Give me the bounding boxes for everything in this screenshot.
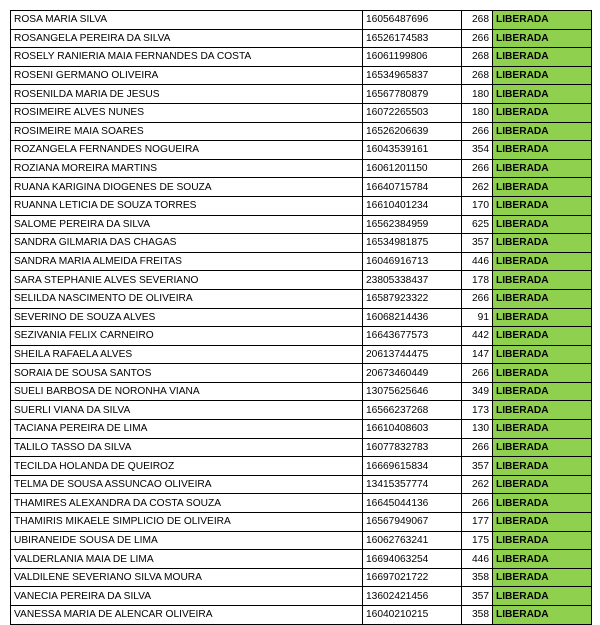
- status-cell[interactable]: LIBERADA: [493, 252, 592, 271]
- name-cell[interactable]: VANECIA PEREIRA DA SILVA: [11, 587, 363, 606]
- status-cell[interactable]: LIBERADA: [493, 48, 592, 67]
- name-cell[interactable]: TACIANA PEREIRA DE LIMA: [11, 420, 363, 439]
- status-cell[interactable]: LIBERADA: [493, 345, 592, 364]
- code-cell[interactable]: 16061201150: [363, 159, 462, 178]
- table-row: [11, 122, 592, 141]
- status-cell[interactable]: LIBERADA: [493, 475, 592, 494]
- table-row: [11, 587, 592, 606]
- table-row: [11, 531, 592, 550]
- code-cell[interactable]: 16567949067: [363, 513, 462, 532]
- code-cell[interactable]: 16566237268: [363, 401, 462, 420]
- table-row: [11, 159, 592, 178]
- status-cell[interactable]: LIBERADA: [493, 364, 592, 383]
- table-row: [11, 196, 592, 215]
- table-row: [11, 308, 592, 327]
- code-cell[interactable]: 16640715784: [363, 178, 462, 197]
- code-cell[interactable]: 13415357774: [363, 475, 462, 494]
- table-row: [11, 252, 592, 271]
- number-cell[interactable]: 268: [462, 66, 493, 85]
- status-cell[interactable]: LIBERADA: [493, 531, 592, 550]
- number-cell[interactable]: 625: [462, 215, 493, 234]
- number-cell[interactable]: 178: [462, 271, 493, 290]
- table-row: [11, 438, 592, 457]
- name-cell[interactable]: SALOME PEREIRA DA SILVA: [11, 215, 363, 234]
- number-cell[interactable]: 262: [462, 475, 493, 494]
- table-row: [11, 513, 592, 532]
- table-row: [11, 103, 592, 122]
- status-cell[interactable]: LIBERADA: [493, 606, 592, 625]
- code-cell[interactable]: 16610408603: [363, 420, 462, 439]
- code-cell[interactable]: 16697021722: [363, 568, 462, 587]
- code-cell[interactable]: 16043539161: [363, 141, 462, 160]
- table-row: [11, 215, 592, 234]
- code-cell[interactable]: 16040210215: [363, 606, 462, 625]
- number-cell[interactable]: 266: [462, 122, 493, 141]
- number-cell[interactable]: 91: [462, 308, 493, 327]
- status-cell[interactable]: LIBERADA: [493, 457, 592, 476]
- code-cell[interactable]: 16526174583: [363, 29, 462, 48]
- status-cell[interactable]: LIBERADA: [493, 85, 592, 104]
- status-cell[interactable]: LIBERADA: [493, 178, 592, 197]
- table-row: [11, 271, 592, 290]
- name-cell[interactable]: SANDRA MARIA ALMEIDA FREITAS: [11, 252, 363, 271]
- number-cell[interactable]: 180: [462, 85, 493, 104]
- code-cell[interactable]: 16534981875: [363, 234, 462, 253]
- code-cell[interactable]: 16610401234: [363, 196, 462, 215]
- name-cell[interactable]: RUANNA LETICIA DE SOUZA TORRES: [11, 196, 363, 215]
- table-row: [11, 327, 592, 346]
- table-row: [11, 475, 592, 494]
- status-cell[interactable]: LIBERADA: [493, 494, 592, 513]
- table-row: [11, 420, 592, 439]
- name-cell[interactable]: ROZIANA MOREIRA MARTINS: [11, 159, 363, 178]
- name-cell[interactable]: SEZIVANIA FELIX CARNEIRO: [11, 327, 363, 346]
- status-cell[interactable]: LIBERADA: [493, 29, 592, 48]
- code-cell[interactable]: 16068214436: [363, 308, 462, 327]
- table-row: [11, 85, 592, 104]
- spreadsheet-body: [11, 11, 592, 625]
- status-cell[interactable]: LIBERADA: [493, 382, 592, 401]
- number-cell[interactable]: 266: [462, 289, 493, 308]
- code-cell[interactable]: 16526206639: [363, 122, 462, 141]
- number-cell[interactable]: 268: [462, 48, 493, 67]
- status-cell[interactable]: LIBERADA: [493, 271, 592, 290]
- table-row: [11, 29, 592, 48]
- code-cell[interactable]: 16062763241: [363, 531, 462, 550]
- name-cell[interactable]: ROSIMEIRE ALVES NUNES: [11, 103, 363, 122]
- name-cell[interactable]: SEVERINO DE SOUZA ALVES: [11, 308, 363, 327]
- number-cell[interactable]: 357: [462, 234, 493, 253]
- number-cell[interactable]: 266: [462, 438, 493, 457]
- table-row: [11, 234, 592, 253]
- table-row: [11, 494, 592, 513]
- number-cell[interactable]: 357: [462, 587, 493, 606]
- code-cell[interactable]: 16072265503: [363, 103, 462, 122]
- number-cell[interactable]: 175: [462, 531, 493, 550]
- name-cell[interactable]: SUELI BARBOSA DE NORONHA VIANA: [11, 382, 363, 401]
- table-row: [11, 11, 592, 30]
- table-row: [11, 606, 592, 625]
- number-cell[interactable]: 446: [462, 550, 493, 569]
- code-cell[interactable]: 16643677573: [363, 327, 462, 346]
- status-cell[interactable]: LIBERADA: [493, 159, 592, 178]
- number-cell[interactable]: 268: [462, 11, 493, 30]
- name-cell[interactable]: SELILDA NASCIMENTO DE OLIVEIRA: [11, 289, 363, 308]
- name-cell[interactable]: TELMA DE SOUSA ASSUNCAO OLIVEIRA: [11, 475, 363, 494]
- name-cell[interactable]: SORAIA DE SOUSA SANTOS: [11, 364, 363, 383]
- code-cell[interactable]: 16587923322: [363, 289, 462, 308]
- code-cell[interactable]: 23805338437: [363, 271, 462, 290]
- table-row: [11, 457, 592, 476]
- table-row: [11, 345, 592, 364]
- number-cell[interactable]: 358: [462, 568, 493, 587]
- table-row: [11, 141, 592, 160]
- number-cell[interactable]: 354: [462, 141, 493, 160]
- table-row: [11, 550, 592, 569]
- name-cell[interactable]: THAMIRES ALEXANDRA DA COSTA SOUZA: [11, 494, 363, 513]
- status-cell[interactable]: LIBERADA: [493, 308, 592, 327]
- number-cell[interactable]: 130: [462, 420, 493, 439]
- name-cell[interactable]: ROSENI GERMANO OLIVEIRA: [11, 66, 363, 85]
- code-cell[interactable]: 16669615834: [363, 457, 462, 476]
- status-cell[interactable]: LIBERADA: [493, 196, 592, 215]
- name-cell[interactable]: ROSIMEIRE MAIA SOARES: [11, 122, 363, 141]
- table-row: [11, 401, 592, 420]
- table-row: [11, 382, 592, 401]
- code-cell[interactable]: 16056487696: [363, 11, 462, 30]
- name-cell[interactable]: ROSELY RANIERIA MAIA FERNANDES DA COSTA: [11, 48, 363, 67]
- table-row: [11, 364, 592, 383]
- spreadsheet-table: [10, 10, 592, 625]
- code-cell[interactable]: 16694063254: [363, 550, 462, 569]
- name-cell[interactable]: THAMIRIS MIKAELE SIMPLICIO DE OLIVEIRA: [11, 513, 363, 532]
- code-cell[interactable]: 16077832783: [363, 438, 462, 457]
- number-cell[interactable]: 349: [462, 382, 493, 401]
- name-cell[interactable]: ROSA MARIA SILVA: [11, 11, 363, 30]
- status-cell[interactable]: LIBERADA: [493, 587, 592, 606]
- table-row: [11, 48, 592, 67]
- code-cell[interactable]: 16534965837: [363, 66, 462, 85]
- name-cell[interactable]: SHEILA RAFAELA ALVES: [11, 345, 363, 364]
- name-cell[interactable]: TALILO TASSO DA SILVA: [11, 438, 363, 457]
- table-row: [11, 178, 592, 197]
- status-cell[interactable]: LIBERADA: [493, 513, 592, 532]
- table-row: [11, 568, 592, 587]
- code-cell[interactable]: 16645044136: [363, 494, 462, 513]
- name-cell[interactable]: ROSANGELA PEREIRA DA SILVA: [11, 29, 363, 48]
- number-cell[interactable]: 262: [462, 178, 493, 197]
- name-cell[interactable]: SUERLI VIANA DA SILVA: [11, 401, 363, 420]
- status-cell[interactable]: LIBERADA: [493, 215, 592, 234]
- code-cell[interactable]: 16567780879: [363, 85, 462, 104]
- number-cell[interactable]: 147: [462, 345, 493, 364]
- status-cell[interactable]: LIBERADA: [493, 141, 592, 160]
- number-cell[interactable]: 358: [462, 606, 493, 625]
- name-cell[interactable]: RUANA KARIGINA DIOGENES DE SOUZA: [11, 178, 363, 197]
- number-cell[interactable]: 266: [462, 159, 493, 178]
- status-cell[interactable]: LIBERADA: [493, 11, 592, 30]
- table-row: [11, 66, 592, 85]
- code-cell[interactable]: 16046916713: [363, 252, 462, 271]
- number-cell[interactable]: 266: [462, 364, 493, 383]
- name-cell[interactable]: VALDILENE SEVERIANO SILVA MOURA: [11, 568, 363, 587]
- name-cell[interactable]: ROSENILDA MARIA DE JESUS: [11, 85, 363, 104]
- code-cell[interactable]: 20613744475: [363, 345, 462, 364]
- number-cell[interactable]: 173: [462, 401, 493, 420]
- table-row: [11, 289, 592, 308]
- number-cell[interactable]: 357: [462, 457, 493, 476]
- number-cell[interactable]: 266: [462, 494, 493, 513]
- code-cell[interactable]: 13602421456: [363, 587, 462, 606]
- name-cell[interactable]: SANDRA GILMARIA DAS CHAGAS: [11, 234, 363, 253]
- name-cell[interactable]: ROZANGELA FERNANDES NOGUEIRA: [11, 141, 363, 160]
- code-cell[interactable]: 20673460449: [363, 364, 462, 383]
- code-cell[interactable]: 16562384959: [363, 215, 462, 234]
- name-cell[interactable]: TECILDA HOLANDA DE QUEIROZ: [11, 457, 363, 476]
- status-cell[interactable]: LIBERADA: [493, 420, 592, 439]
- status-cell[interactable]: LIBERADA: [493, 401, 592, 420]
- name-cell[interactable]: VALDERLANIA MAIA DE LIMA: [11, 550, 363, 569]
- number-cell[interactable]: 177: [462, 513, 493, 532]
- number-cell[interactable]: 170: [462, 196, 493, 215]
- code-cell[interactable]: 13075625646: [363, 382, 462, 401]
- code-cell[interactable]: 16061199806: [363, 48, 462, 67]
- number-cell[interactable]: 442: [462, 327, 493, 346]
- name-cell[interactable]: UBIRANEIDE SOUSA DE LIMA: [11, 531, 363, 550]
- number-cell[interactable]: 180: [462, 103, 493, 122]
- status-cell[interactable]: LIBERADA: [493, 327, 592, 346]
- status-cell[interactable]: LIBERADA: [493, 103, 592, 122]
- name-cell[interactable]: SARA STEPHANIE ALVES SEVERIANO: [11, 271, 363, 290]
- status-cell[interactable]: LIBERADA: [493, 234, 592, 253]
- number-cell[interactable]: 446: [462, 252, 493, 271]
- status-cell[interactable]: LIBERADA: [493, 550, 592, 569]
- status-cell[interactable]: LIBERADA: [493, 289, 592, 308]
- name-cell[interactable]: VANESSA MARIA DE ALENCAR OLIVEIRA: [11, 606, 363, 625]
- number-cell[interactable]: 266: [462, 29, 493, 48]
- status-cell[interactable]: LIBERADA: [493, 438, 592, 457]
- status-cell[interactable]: LIBERADA: [493, 122, 592, 141]
- status-cell[interactable]: LIBERADA: [493, 568, 592, 587]
- status-cell[interactable]: LIBERADA: [493, 66, 592, 85]
